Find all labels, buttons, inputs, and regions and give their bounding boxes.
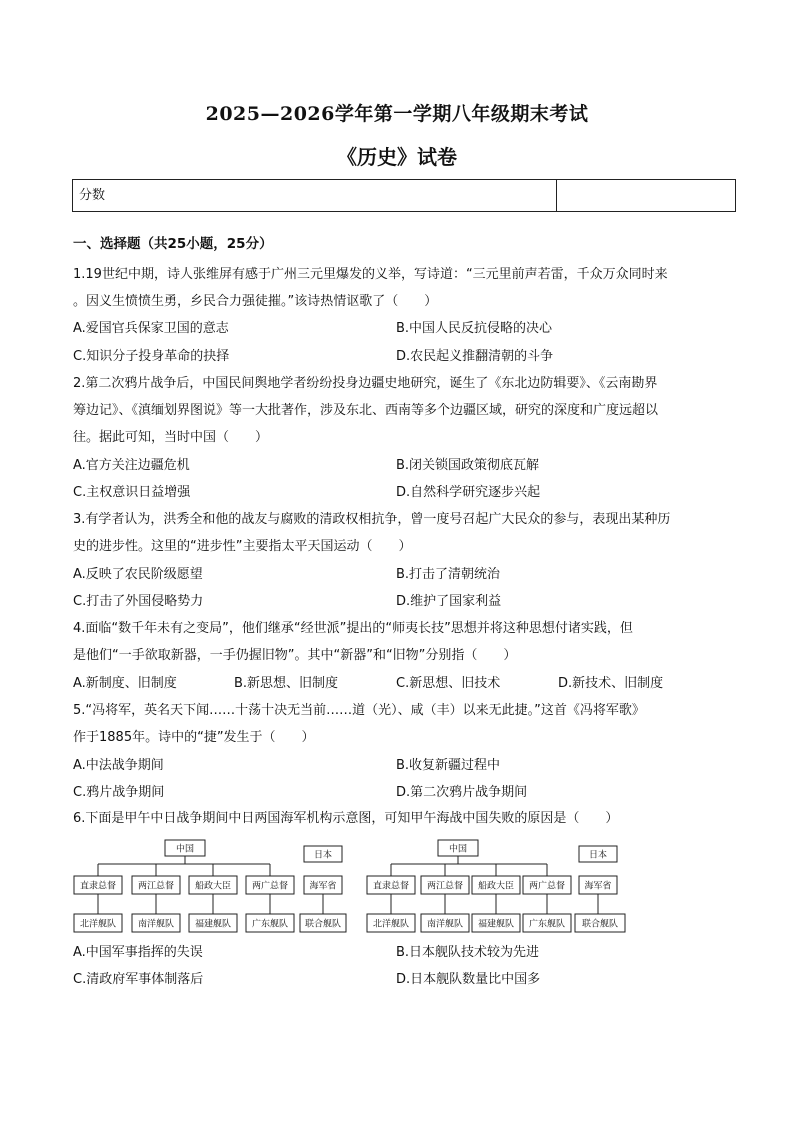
diagram-fleet-2: 南洋舰队 (137, 919, 175, 930)
diagram-fleet-1: 北洋舰队 (79, 919, 117, 930)
question-4-line-1: 4.面临“数千年未有之变局”，他们继承“经世派”提出的“师夷长技”思想并将这种思想付诸实践，但 (73, 621, 633, 636)
question-1-line-1: 1.19世纪中期，诗人张维屏有感于广州三元里爆发的义举，写诗道：“三元里前声若雷，千众万众同时来 (73, 267, 668, 282)
question-6-line-1: 6.下面是甲午中日战争期间中日两国海军机构示意图，可知甲午海战中国失败的原因是（ ） (73, 811, 619, 826)
q2-option-c: C.主权意识日益增强 (73, 485, 191, 500)
q4-option-d: D.新技术、旧制度 (558, 676, 664, 691)
q3-option-a: A.反映了农民阶级愿望 (73, 567, 203, 582)
q2-option-d: D.自然科学研究逐步兴起 (396, 485, 541, 500)
q1-option-d: D.农民起义推翻清朝的斗争 (396, 349, 554, 364)
diagram-china-label-1: 中国 (175, 844, 195, 855)
diagram-fleet-7: 福建舰队 (477, 919, 515, 930)
q4-option-c: C.新思想、旧技术 (396, 676, 501, 691)
question-2-line-2: 筹边记》、《滇缅划界图说》等一大批著作，涉及东北、西南等多个边疆区域，研究的深度和广度远超以 (73, 403, 659, 418)
question-2-line-1: 2.第二次鸦片战争后，中国民间舆地学者纷纷投身边疆史地研究，诞生了《东北边防辑要》、《云南勘界 (73, 376, 658, 391)
diagram-fleet-3: 福建舰队 (194, 919, 232, 930)
diagram-fleet-6: 南洋舰队 (426, 919, 464, 930)
diagram-official-1: 直隶总督 (79, 881, 117, 892)
exam-subtitle: 《历史》试卷 (337, 145, 457, 169)
q4-option-b: B.新思想、旧制度 (234, 676, 339, 691)
question-2-line-3: 往。据此可知，当时中国（ ） (73, 430, 269, 445)
diagram-japan-fleet-1: 联合舰队 (304, 919, 342, 930)
question-1-line-2: 。因义生愤愤生勇，乡民合力强徒摧。”该诗热情讴歌了（ ） (73, 294, 438, 309)
q6-option-c: C.清政府军事体制落后 (73, 972, 204, 987)
section-heading: 一、选择题（共25小题，25分） (73, 236, 273, 252)
question-4-line-2: 是他们“一手欲取新器，一手仍握旧物”。其中“新器”和“旧物”分别指（ ） (73, 648, 517, 663)
q2-option-b: B.闭关锁国政策彻底瓦解 (396, 458, 540, 473)
diagram-japan-office-1: 海军省 (309, 881, 337, 892)
q4-option-a: A.新制度、旧制度 (73, 676, 177, 691)
q3-option-b: B.打击了清朝统治 (396, 567, 501, 582)
diagram-official-5: 直隶总督 (372, 881, 410, 892)
q1-option-b: B.中国人民反抗侵略的决心 (396, 321, 553, 336)
diagram-fleet-4: 广东舰队 (251, 919, 289, 930)
q1-option-a: A.爱国官兵保家卫国的意志 (73, 321, 229, 336)
exam-title: 2025—2026学年第一学期八年级期末考试 (205, 103, 589, 125)
q6-option-d: D.日本舰队数量比中国多 (396, 972, 541, 987)
diagram-fleet-5: 北洋舰队 (372, 919, 410, 930)
q5-option-c: C.鸦片战争期间 (73, 785, 165, 800)
score-cell[interactable] (557, 180, 735, 211)
navy-structure-diagram (70, 836, 630, 936)
q2-option-a: A.官方关注边疆危机 (73, 458, 190, 473)
diagram-official-3: 船政大臣 (194, 881, 232, 892)
q5-option-a: A.中法战争期间 (73, 758, 164, 773)
question-5-line-2: 作于1885年。诗中的“捷”发生于（ ） (73, 730, 315, 745)
score-label: 分数 (73, 180, 557, 211)
q3-option-d: D.维护了国家利益 (396, 594, 502, 609)
q3-option-c: C.打击了外国侵略势力 (73, 594, 204, 609)
q5-option-d: D.第二次鸦片战争期间 (396, 785, 528, 800)
q5-option-b: B.收复新疆过程中 (396, 758, 501, 773)
question-3-line-2: 史的进步性。这里的“进步性”主要指太平天国运动（ ） (73, 539, 412, 554)
q6-option-b: B.日本舰队技术较为先进 (396, 945, 540, 960)
diagram-japan-office-2: 海军省 (584, 881, 612, 892)
diagram-official-6: 两江总督 (426, 881, 464, 892)
diagram-fleet-8: 广东舰队 (528, 919, 566, 930)
diagram-japan-label-1: 日本 (313, 850, 333, 861)
question-5-line-1: 5.“冯将军，英名天下闻……十荡十决无当前……道（光）、咸（丰）以来无此捷。”这首《冯将军歌》 (73, 703, 645, 718)
diagram-official-4: 两广总督 (251, 881, 289, 892)
diagram-official-2: 两江总督 (137, 881, 175, 892)
diagram-japan-label-2: 日本 (588, 850, 608, 861)
diagram-china-label-2: 中国 (448, 844, 468, 855)
diagram-official-8: 两广总督 (528, 881, 566, 892)
question-3-line-1: 3.有学者认为，洪秀全和他的战友与腐败的清政权相抗争，曾一度号召起广大民众的参与，表现出某种历 (73, 512, 671, 527)
score-table (72, 179, 736, 212)
diagram-japan-fleet-2: 联合舰队 (581, 919, 619, 930)
q6-option-a: A.中国军事指挥的失误 (73, 945, 203, 960)
q1-option-c: C.知识分子投身革命的抉择 (73, 349, 230, 364)
diagram-official-7: 船政大臣 (477, 881, 515, 892)
